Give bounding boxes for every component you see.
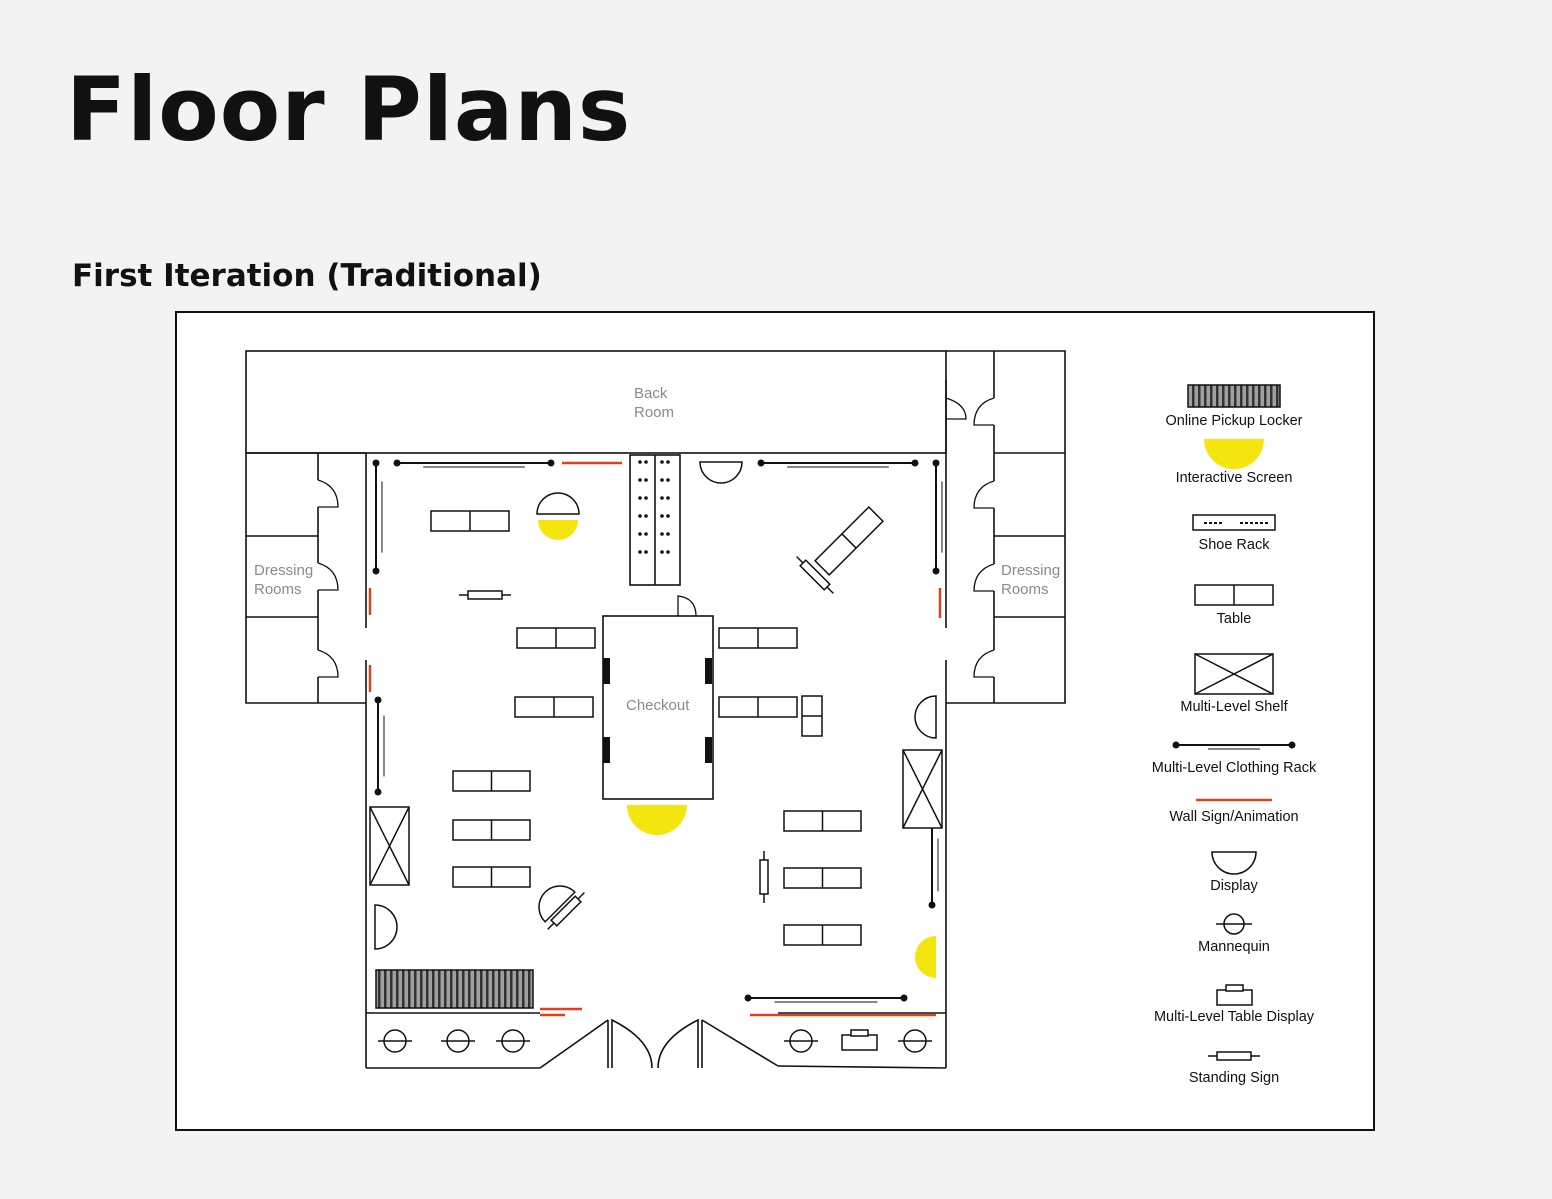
table — [719, 628, 797, 648]
table — [784, 811, 861, 831]
multi-level-table-display — [842, 1030, 877, 1050]
checkout-register — [705, 737, 712, 763]
back-room-label-line1: Back — [634, 385, 668, 402]
interactive-screen — [915, 936, 936, 978]
legend-label: Shoe Rack — [1198, 537, 1270, 553]
legend-label: Online Pickup Locker — [1165, 413, 1303, 429]
table — [719, 697, 797, 717]
legend-item — [1193, 515, 1275, 553]
multi-level-shelf-icon — [1195, 654, 1273, 694]
mannequin — [784, 1030, 818, 1052]
floor-plan-diagram — [177, 313, 1373, 1129]
online-pickup-locker — [376, 970, 533, 1008]
legend-item — [1165, 385, 1302, 429]
table — [784, 925, 861, 945]
table — [453, 867, 530, 887]
display-icon — [1212, 852, 1256, 874]
checkout-label: Checkout — [626, 697, 690, 714]
table — [802, 696, 822, 736]
back-room-wall — [246, 351, 946, 453]
clothing-rack — [375, 697, 385, 796]
table — [431, 511, 509, 531]
table — [784, 868, 861, 888]
legend-label: Interactive Screen — [1175, 470, 1293, 486]
mannequin — [441, 1030, 475, 1052]
legend-label: Display — [1210, 878, 1258, 894]
table — [815, 507, 883, 575]
section-title: First Iteration (Traditional) — [72, 258, 542, 294]
legend-label: Table — [1216, 611, 1252, 627]
legend — [1152, 385, 1317, 1086]
legend-item — [1169, 800, 1298, 825]
table — [515, 697, 593, 717]
dressing-rooms-right-label-line1: Dressing — [1001, 562, 1061, 579]
display — [700, 462, 742, 483]
clothing-rack — [394, 460, 555, 468]
entry-door-right — [658, 1020, 698, 1068]
back-room-label-line2: Room — [634, 404, 675, 421]
legend-label: Mannequin — [1198, 939, 1270, 955]
right-rooms-wall — [946, 351, 1065, 703]
table — [453, 771, 530, 791]
legend-label: Wall Sign/Animation — [1169, 809, 1299, 825]
interactive-screen — [627, 805, 687, 835]
floor-plan-frame — [175, 311, 1375, 1131]
legend-label: Multi-Level Table Display — [1153, 1009, 1315, 1025]
mannequin-icon — [1216, 914, 1252, 934]
display — [537, 493, 579, 514]
interactive-screen-icon — [1204, 439, 1264, 469]
table — [453, 820, 530, 840]
interactive-screen — [538, 520, 578, 540]
legend-item — [1154, 985, 1315, 1025]
dressing-rooms-left-label-line2: Rooms — [254, 581, 302, 598]
online-pickup-locker-icon — [1188, 385, 1280, 407]
mannequin — [378, 1030, 412, 1052]
legend-label: Multi-Level Shelf — [1180, 699, 1288, 715]
checkout-register — [603, 658, 610, 684]
entry-door-left — [612, 1020, 652, 1068]
checkout-register — [705, 658, 712, 684]
legend-label: Multi-Level Clothing Rack — [1151, 760, 1317, 776]
display — [375, 905, 397, 949]
display — [915, 696, 936, 738]
shoe-rack-dots — [638, 460, 670, 554]
legend-item — [1180, 654, 1288, 715]
table-icon — [1195, 585, 1273, 605]
clothing-rack — [758, 460, 919, 468]
legend-item — [1189, 1052, 1279, 1086]
legend-item — [1176, 439, 1293, 486]
dressing-rooms-left-label-line1: Dressing — [254, 562, 314, 579]
legend-item — [1152, 742, 1317, 777]
standing-sign — [760, 851, 768, 903]
clothing-rack — [933, 460, 943, 575]
page-title: Floor Plans — [66, 58, 632, 161]
standing-sign-icon — [1208, 1052, 1260, 1060]
legend-item — [1198, 914, 1270, 955]
multi-level-clothing-rack-icon — [1173, 742, 1296, 750]
shoe-rack-icon — [1193, 515, 1275, 530]
checkout-register — [603, 737, 610, 763]
multi-level-table-display-icon — [1217, 985, 1252, 1005]
standing-sign — [459, 591, 511, 599]
legend-item — [1210, 852, 1258, 894]
dressing-rooms-right-label-line2: Rooms — [1001, 581, 1049, 598]
legend-item — [1195, 585, 1273, 627]
clothing-rack — [745, 995, 908, 1003]
multi-level-shelf — [903, 750, 942, 828]
mannequin — [496, 1030, 530, 1052]
legend-label: Standing Sign — [1188, 1070, 1280, 1086]
clothing-rack — [373, 460, 383, 575]
clothing-rack — [929, 822, 939, 909]
mannequin — [898, 1030, 932, 1052]
multi-level-shelf — [370, 807, 409, 885]
table — [517, 628, 595, 648]
